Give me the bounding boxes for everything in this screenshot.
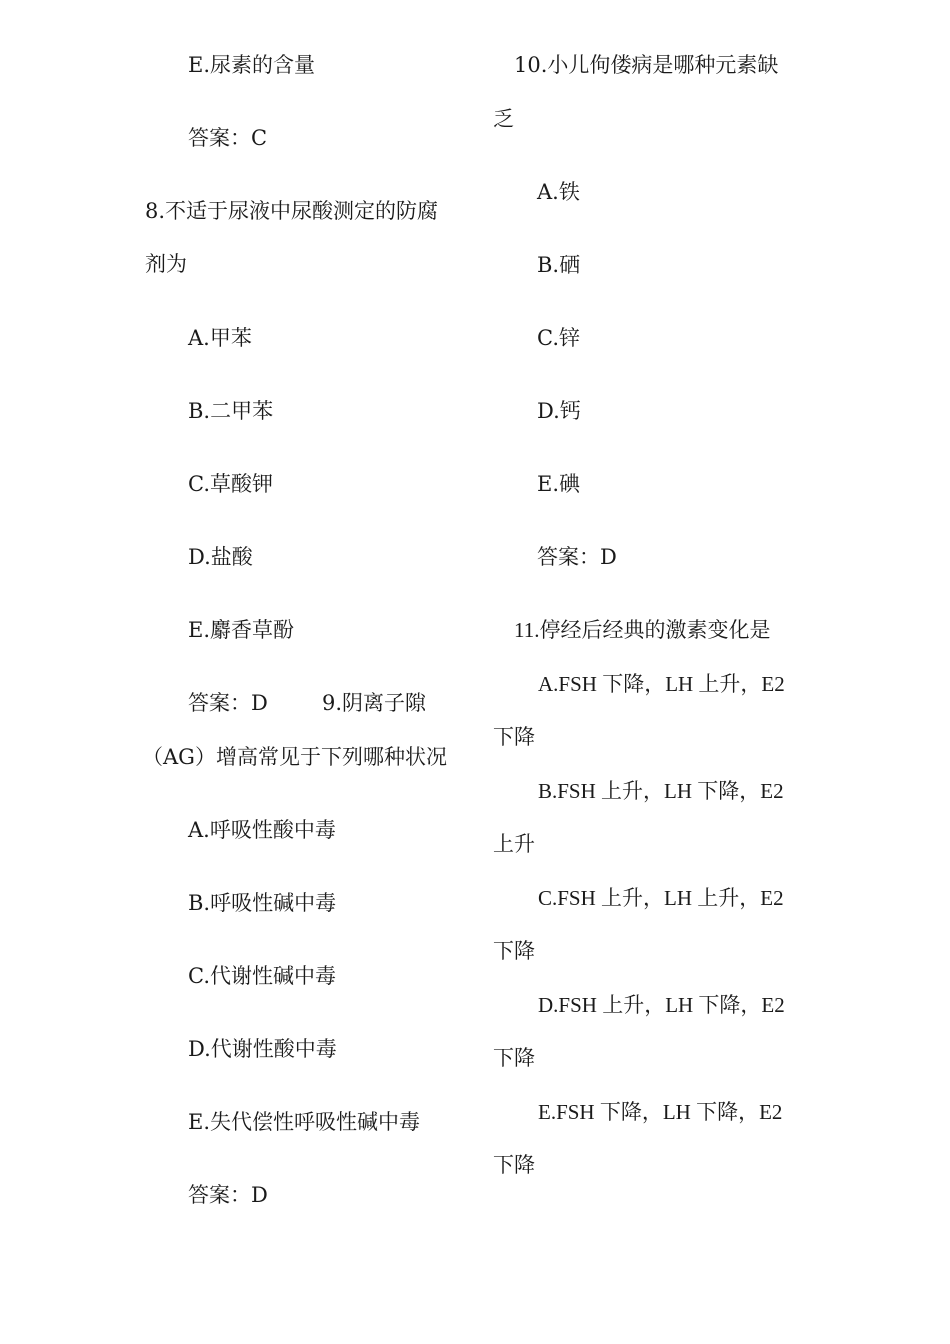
q11-option-a-line1: A.FSH 下降，LH 上升，E2 [538, 672, 785, 696]
q11-option-e-line1: E.FSH 下降，LH 下降，E2 [538, 1100, 783, 1124]
q8-stem-line1: 8.不适于尿液中尿酸测定的防腐 [145, 199, 439, 223]
q11-option-b-line2: 上升 [493, 832, 535, 856]
q10-option-a: A.铁 [537, 180, 580, 204]
q10-option-d: D.钙 [537, 399, 581, 423]
q9-option-b: B.呼吸性碱中毒 [188, 891, 337, 915]
q10-option-b: B.硒 [537, 253, 581, 277]
q8-option-d: D.盐酸 [188, 545, 253, 569]
q8-option-e: E.麝香草酚 [188, 618, 295, 642]
q8-option-b: B.二甲苯 [188, 399, 274, 423]
q10-stem-line1: 10.小儿佝偻病是哪种元素缺 [514, 53, 779, 77]
q9-option-c: C.代谢性碱中毒 [188, 964, 336, 988]
q11-option-d-line2: 下降 [493, 1046, 535, 1070]
q9-option-a: A.呼吸性酸中毒 [188, 818, 336, 842]
q7-answer: 答案：C [188, 126, 268, 150]
q8-answer: 答案：D [188, 691, 268, 715]
q9-answer: 答案：D [188, 1183, 268, 1207]
q11-option-c-line1: C.FSH 上升，LH 上升，E2 [538, 886, 784, 910]
q9-option-d: D.代谢性酸中毒 [188, 1037, 337, 1061]
q10-stem-line2: 乏 [493, 107, 514, 131]
q11-stem: 11.停经后经典的激素变化是 [514, 618, 771, 642]
q9-stem-line2: （AG）增高常见于下列哪种状况 [142, 745, 447, 769]
q11-option-a-line2: 下降 [493, 725, 535, 749]
q9-option-e: E.失代偿性呼吸性碱中毒 [188, 1110, 421, 1134]
q11-option-d-line1: D.FSH 上升，LH 下降，E2 [538, 993, 785, 1017]
q8-stem-line2: 剂为 [145, 252, 187, 276]
q10-option-c: C.锌 [537, 326, 580, 350]
q8-option-c: C.草酸钾 [188, 472, 273, 496]
q10-option-e: E.碘 [537, 472, 581, 496]
q7-option-e: E.尿素的含量 [188, 53, 316, 77]
q8-option-a: A.甲苯 [188, 326, 252, 350]
q9-stem-line1: 9.阴离子隙 [322, 691, 427, 715]
q10-answer: 答案：D [537, 545, 617, 569]
q11-option-e-line2: 下降 [493, 1153, 535, 1177]
q11-option-c-line2: 下降 [493, 939, 535, 963]
q11-option-b-line1: B.FSH 上升，LH 下降，E2 [538, 779, 784, 803]
